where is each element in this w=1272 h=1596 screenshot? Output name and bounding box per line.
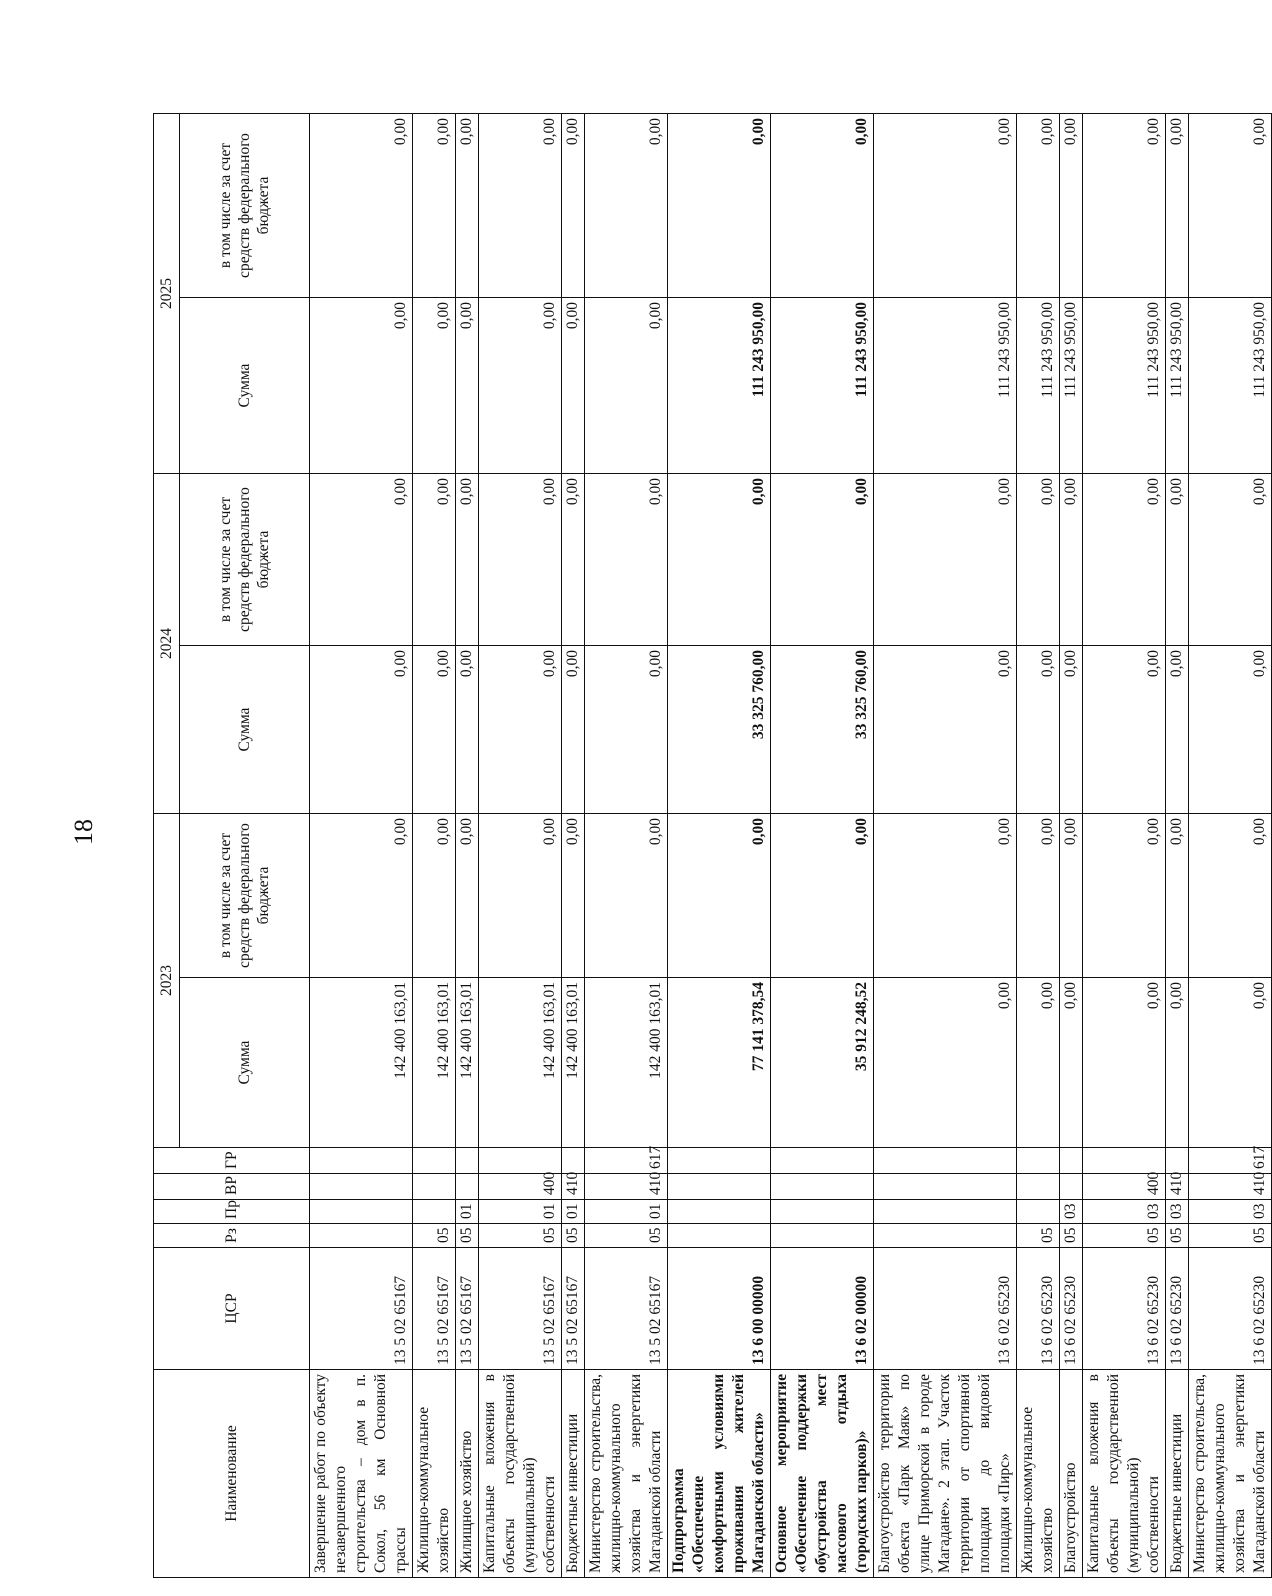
name-cell: Завершение работ по объекту незавершенного строительства – дом в п. Сокол, 56 км Основной трассы — [310, 1370, 413, 1578]
budget-table — [153, 113, 1272, 1578]
name-cell: Основное мероприятие «Обеспечение поддержки обустройства мест массового отдыха (городских парков)» — [771, 1370, 874, 1578]
name-cell: Благоустройство территории объекта «Парк Маяк» по улице Приморской в городе Магадане». 2 этап. Участок территории от спортивной площадки до видовой площадки «Пирс» — [874, 1370, 1017, 1578]
rz-cell — [874, 1224, 1017, 1248]
pr-cell: 03 — [1166, 1200, 1189, 1224]
federal-2023-cell: 0,00 — [413, 814, 456, 978]
sum-2023-cell: 0,00 — [1017, 978, 1060, 1148]
pr-cell: 01 — [562, 1200, 585, 1224]
name-cell: Бюджетные инвестиции — [562, 1370, 585, 1578]
pr-cell: 01 — [456, 1200, 479, 1224]
sum-2025-cell: 0,00 — [562, 298, 585, 474]
federal-2024-cell: 0,00 — [1189, 474, 1272, 646]
federal-2025-cell: 0,00 — [585, 114, 668, 298]
name-cell: Капитальные вложения в объекты государственной (муниципальной) собственности — [1083, 1370, 1166, 1578]
sum-2024-cell: 0,00 — [1189, 646, 1272, 814]
pr-cell — [413, 1200, 456, 1224]
federal-2023-cell: 0,00 — [1083, 814, 1166, 978]
federal-2024-cell: 0,00 — [668, 474, 771, 646]
vr-cell — [771, 1174, 874, 1200]
csr-cell: 13 6 02 65230 — [1083, 1248, 1166, 1370]
pr-cell — [874, 1200, 1017, 1224]
federal-2023-cell: 0,00 — [1189, 814, 1272, 978]
pr-cell — [668, 1200, 771, 1224]
sum-2024-cell: 0,00 — [413, 646, 456, 814]
header-name: Наименование — [154, 1370, 310, 1578]
table-row — [562, 114, 585, 1578]
sum-2023-cell: 142 400 163,01 — [479, 978, 562, 1148]
federal-2023-cell: 0,00 — [585, 814, 668, 978]
federal-2024-cell: 0,00 — [1060, 474, 1083, 646]
table-row — [1060, 114, 1083, 1578]
federal-2025-cell: 0,00 — [456, 114, 479, 298]
rz-cell: 05 — [1060, 1224, 1083, 1248]
federal-2024-cell: 0,00 — [1083, 474, 1166, 646]
federal-2025-cell: 0,00 — [1166, 114, 1189, 298]
rz-cell: 05 — [1017, 1224, 1060, 1248]
federal-2025-cell: 0,00 — [771, 114, 874, 298]
gr-cell — [456, 1148, 479, 1174]
federal-2023-cell: 0,00 — [1060, 814, 1083, 978]
federal-2023-cell: 0,00 — [562, 814, 585, 978]
gr-cell — [310, 1148, 413, 1174]
federal-2025-cell: 0,00 — [310, 114, 413, 298]
table-row — [310, 114, 413, 1578]
sum-2024-cell: 0,00 — [1166, 646, 1189, 814]
federal-2024-cell: 0,00 — [1166, 474, 1189, 646]
sum-2025-cell: 0,00 — [456, 298, 479, 474]
sum-2025-cell: 111 243 950,00 — [668, 298, 771, 474]
csr-cell: 13 6 02 65230 — [1017, 1248, 1060, 1370]
sum-2024-cell: 0,00 — [310, 646, 413, 814]
rz-cell: 05 — [1189, 1224, 1272, 1248]
table-row — [585, 114, 668, 1578]
rz-cell — [771, 1224, 874, 1248]
gr-cell — [1060, 1148, 1083, 1174]
name-cell: Министерство строительства, жилищно-коммунального хозяйства и энергетики Магаданской области — [585, 1370, 668, 1578]
table-row — [413, 114, 456, 1578]
csr-cell: 13 6 02 00000 — [771, 1248, 874, 1370]
header-federal: в том числе за счет средств федерального бюджета — [180, 474, 310, 646]
csr-cell: 13 5 02 65167 — [456, 1248, 479, 1370]
federal-2023-cell: 0,00 — [668, 814, 771, 978]
table-row — [479, 114, 562, 1578]
pr-cell: 03 — [1083, 1200, 1166, 1224]
vr-cell — [456, 1174, 479, 1200]
sum-2025-cell: 0,00 — [585, 298, 668, 474]
vr-cell — [874, 1174, 1017, 1200]
header-sum: Сумма — [180, 978, 310, 1148]
rz-cell — [310, 1224, 413, 1248]
federal-2024-cell: 0,00 — [456, 474, 479, 646]
csr-cell: 13 5 02 65167 — [310, 1248, 413, 1370]
header-sum: Сумма — [180, 646, 310, 814]
federal-2024-cell: 0,00 — [413, 474, 456, 646]
name-cell: Капитальные вложения в объекты государственной (муниципальной) собственности — [479, 1370, 562, 1578]
federal-2025-cell: 0,00 — [562, 114, 585, 298]
federal-2025-cell: 0,00 — [1017, 114, 1060, 298]
federal-2025-cell: 0,00 — [1060, 114, 1083, 298]
table-row — [1083, 114, 1166, 1578]
federal-2023-cell: 0,00 — [310, 814, 413, 978]
sum-2024-cell: 0,00 — [874, 646, 1017, 814]
sum-2025-cell: 111 243 950,00 — [1166, 298, 1189, 474]
federal-2023-cell: 0,00 — [771, 814, 874, 978]
csr-cell: 13 6 02 65230 — [1166, 1248, 1189, 1370]
sum-2024-cell: 33 325 760,00 — [771, 646, 874, 814]
vr-cell: 410 — [562, 1174, 585, 1200]
sum-2025-cell: 111 243 950,00 — [874, 298, 1017, 474]
gr-cell — [1166, 1148, 1189, 1174]
gr-cell — [1083, 1148, 1166, 1174]
table-row — [1017, 114, 1060, 1578]
federal-2025-cell: 0,00 — [479, 114, 562, 298]
header-federal: в том числе за счет средств федерального бюджета — [180, 114, 310, 298]
name-cell: Жилищно-коммунальное хозяйство — [1017, 1370, 1060, 1578]
sum-2023-cell: 142 400 163,01 — [585, 978, 668, 1148]
sum-2023-cell: 0,00 — [874, 978, 1017, 1148]
sum-2024-cell: 0,00 — [562, 646, 585, 814]
sum-2024-cell: 0,00 — [1083, 646, 1166, 814]
rz-cell: 05 — [1083, 1224, 1166, 1248]
federal-2023-cell: 0,00 — [456, 814, 479, 978]
header-year-2025: 2025 — [154, 114, 180, 474]
header-gr: ГР — [154, 1148, 310, 1174]
csr-cell: 13 6 02 65230 — [1189, 1248, 1272, 1370]
csr-cell: 13 5 02 65167 — [479, 1248, 562, 1370]
table-row — [668, 114, 771, 1578]
federal-2023-cell: 0,00 — [874, 814, 1017, 978]
csr-cell: 13 5 02 65167 — [562, 1248, 585, 1370]
sum-2024-cell: 33 325 760,00 — [668, 646, 771, 814]
rz-cell — [668, 1224, 771, 1248]
sum-2024-cell: 0,00 — [585, 646, 668, 814]
sum-2025-cell: 111 243 950,00 — [1060, 298, 1083, 474]
vr-cell — [413, 1174, 456, 1200]
header-year-2024: 2024 — [154, 474, 180, 814]
sum-2024-cell: 0,00 — [1060, 646, 1083, 814]
table-row — [1166, 114, 1189, 1578]
vr-cell — [668, 1174, 771, 1200]
gr-cell — [874, 1148, 1017, 1174]
federal-2023-cell: 0,00 — [1017, 814, 1060, 978]
name-cell: Бюджетные инвестиции — [1166, 1370, 1189, 1578]
sum-2025-cell: 111 243 950,00 — [1017, 298, 1060, 474]
federal-2023-cell: 0,00 — [479, 814, 562, 978]
vr-cell: 400 — [479, 1174, 562, 1200]
federal-2024-cell: 0,00 — [1017, 474, 1060, 646]
gr-cell — [1017, 1148, 1060, 1174]
csr-cell: 13 6 02 65230 — [1060, 1248, 1083, 1370]
federal-2024-cell: 0,00 — [479, 474, 562, 646]
name-cell: Министерство строительства, жилищно-коммунального хозяйства и энергетики Магаданской области — [1189, 1370, 1272, 1578]
sum-2023-cell: 142 400 163,01 — [562, 978, 585, 1148]
header-csr: ЦСР — [154, 1248, 310, 1370]
pr-cell — [771, 1200, 874, 1224]
sum-2023-cell: 0,00 — [1189, 978, 1272, 1148]
federal-2025-cell: 0,00 — [874, 114, 1017, 298]
table-row — [456, 114, 479, 1578]
pr-cell — [1017, 1200, 1060, 1224]
vr-cell: 400 — [1083, 1174, 1166, 1200]
header-vr: ВР — [154, 1174, 310, 1200]
sum-2024-cell: 0,00 — [456, 646, 479, 814]
csr-cell: 13 6 02 65230 — [874, 1248, 1017, 1370]
gr-cell: 617 — [1189, 1148, 1272, 1174]
vr-cell — [1060, 1174, 1083, 1200]
pr-cell: 03 — [1060, 1200, 1083, 1224]
table-row — [874, 114, 1017, 1578]
csr-cell: 13 5 02 65167 — [413, 1248, 456, 1370]
federal-2025-cell: 0,00 — [1189, 114, 1272, 298]
header-pr: Пр — [154, 1200, 310, 1224]
page-number: 18 — [69, 819, 98, 845]
sum-2023-cell: 35 912 248,52 — [771, 978, 874, 1148]
rz-cell: 05 — [413, 1224, 456, 1248]
vr-cell — [1017, 1174, 1060, 1200]
sum-2023-cell: 0,00 — [1166, 978, 1189, 1148]
sum-2024-cell: 0,00 — [1017, 646, 1060, 814]
sum-2025-cell: 111 243 950,00 — [771, 298, 874, 474]
federal-2025-cell: 0,00 — [668, 114, 771, 298]
federal-2024-cell: 0,00 — [562, 474, 585, 646]
header-year-2023: 2023 — [154, 814, 180, 1148]
name-cell: Жилищное хозяйство — [456, 1370, 479, 1578]
rz-cell: 05 — [479, 1224, 562, 1248]
sum-2023-cell: 0,00 — [1060, 978, 1083, 1148]
vr-cell: 410 — [585, 1174, 668, 1200]
sum-2025-cell: 111 243 950,00 — [1083, 298, 1166, 474]
federal-2025-cell: 0,00 — [1083, 114, 1166, 298]
federal-2024-cell: 0,00 — [585, 474, 668, 646]
name-cell: Жилищно-коммунальное хозяйство — [413, 1370, 456, 1578]
federal-2024-cell: 0,00 — [874, 474, 1017, 646]
sum-2023-cell: 142 400 163,01 — [413, 978, 456, 1148]
federal-2023-cell: 0,00 — [1166, 814, 1189, 978]
pr-cell: 03 — [1189, 1200, 1272, 1224]
federal-2025-cell: 0,00 — [413, 114, 456, 298]
csr-cell: 13 6 00 00000 — [668, 1248, 771, 1370]
rz-cell: 05 — [585, 1224, 668, 1248]
name-cell: Подпрограмма «Обеспечение комфортными условиями проживания жителей Магаданской области» — [668, 1370, 771, 1578]
gr-cell — [771, 1148, 874, 1174]
gr-cell — [479, 1148, 562, 1174]
federal-2024-cell: 0,00 — [310, 474, 413, 646]
pr-cell: 01 — [585, 1200, 668, 1224]
table-row — [1189, 114, 1272, 1578]
header-federal: в том числе за счет средств федерального бюджета — [180, 814, 310, 978]
vr-cell: 410 — [1166, 1174, 1189, 1200]
csr-cell: 13 5 02 65167 — [585, 1248, 668, 1370]
gr-cell — [413, 1148, 456, 1174]
rz-cell: 05 — [1166, 1224, 1189, 1248]
gr-cell: 617 — [585, 1148, 668, 1174]
pr-cell: 01 — [479, 1200, 562, 1224]
vr-cell — [310, 1174, 413, 1200]
sum-2023-cell: 77 141 378,54 — [668, 978, 771, 1148]
header-sum: Сумма — [180, 298, 310, 474]
budget-table-container — [153, 114, 1268, 1578]
gr-cell — [668, 1148, 771, 1174]
header-rz: Рз — [154, 1224, 310, 1248]
name-cell: Благоустройство — [1060, 1370, 1083, 1578]
table-body — [310, 114, 1272, 1578]
sum-2023-cell: 0,00 — [1083, 978, 1166, 1148]
federal-2024-cell: 0,00 — [771, 474, 874, 646]
rz-cell: 05 — [456, 1224, 479, 1248]
sum-2024-cell: 0,00 — [479, 646, 562, 814]
vr-cell: 410 — [1189, 1174, 1272, 1200]
gr-cell — [562, 1148, 585, 1174]
sum-2025-cell: 0,00 — [310, 298, 413, 474]
sum-2025-cell: 0,00 — [479, 298, 562, 474]
sum-2023-cell: 142 400 163,01 — [456, 978, 479, 1148]
sum-2023-cell: 142 400 163,01 — [310, 978, 413, 1148]
sum-2025-cell: 0,00 — [413, 298, 456, 474]
sum-2025-cell: 111 243 950,00 — [1189, 298, 1272, 474]
pr-cell — [310, 1200, 413, 1224]
rz-cell: 05 — [562, 1224, 585, 1248]
table-row — [771, 114, 874, 1578]
